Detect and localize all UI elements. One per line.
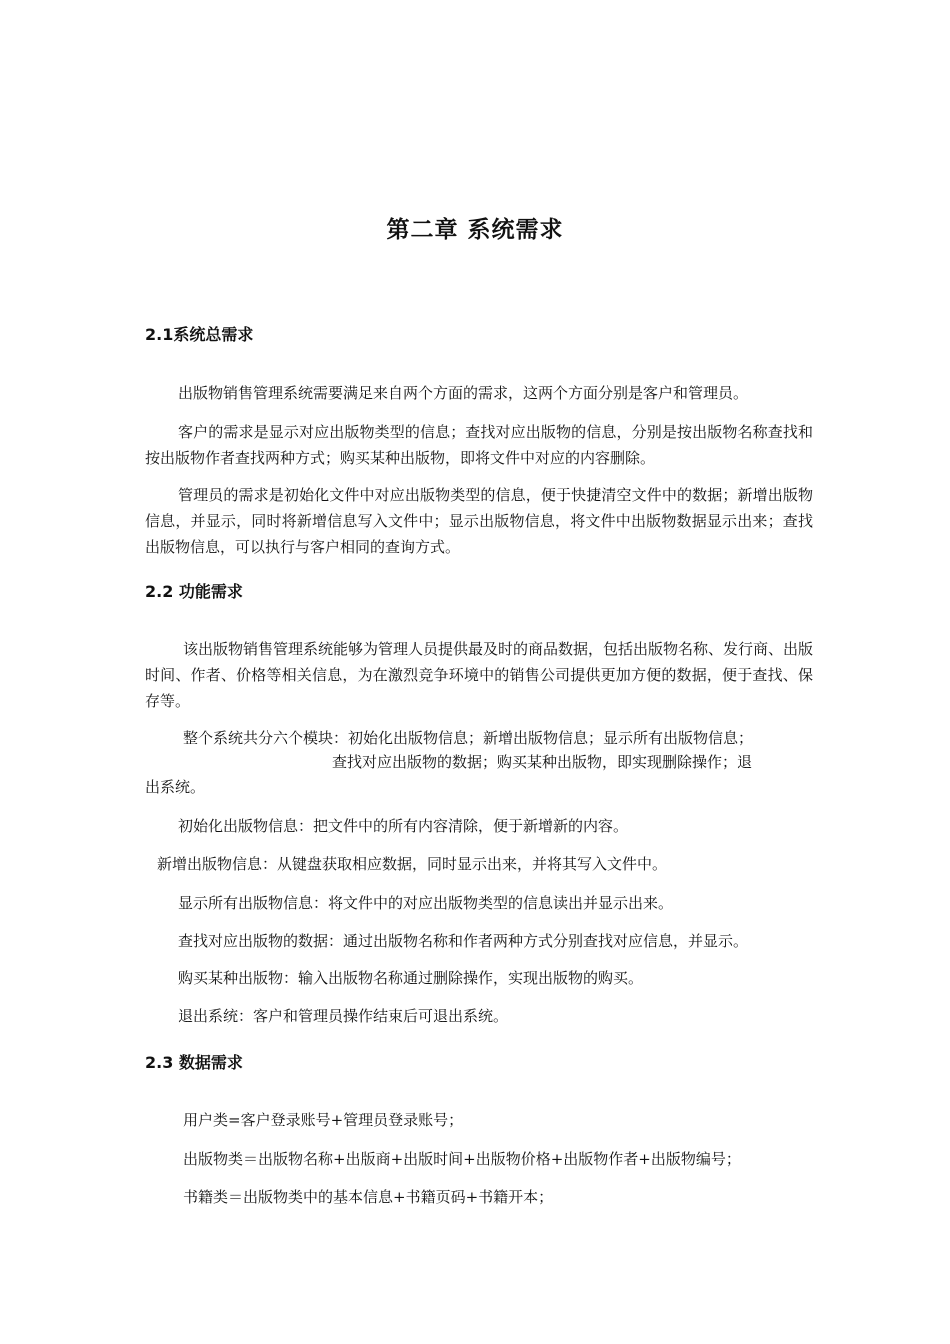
paragraph: 客户的需求是显示对应出版物类型的信息；查找对应出版物的信息，分别是按出版物名称查找和按出版物作者查找两种方式；购买某种出版物，即将文件中对应的内容删除。	[145, 423, 813, 467]
list-item: 书籍类＝出版物类中的基本信息+书籍页码+书籍开本；	[183, 1188, 554, 1206]
section-heading-2-1: 2.1系统总需求	[145, 325, 254, 344]
paragraph-line: 出系统。	[145, 778, 206, 796]
paragraph: 出版物销售管理系统需要满足来自两个方面的需求，这两个方面分别是客户和管理员。	[178, 384, 749, 402]
list-item: 显示所有出版物信息：将文件中的对应出版物类型的信息读出并显示出来。	[178, 894, 674, 912]
chapter-title: 第二章 系统需求	[386, 217, 564, 243]
list-item: 出版物类＝出版物名称+出版商+出版时间+出版物价格+出版物作者+出版物编号；	[183, 1150, 741, 1168]
list-item: 购买某种出版物：输入出版物名称通过删除操作，实现出版物的购买。	[178, 969, 644, 987]
list-item: 查找对应出版物的数据：通过出版物名称和作者两种方式分别查找对应信息，并显示。	[178, 932, 749, 950]
list-item: 初始化出版物信息：把文件中的所有内容清除，便于新增新的内容。	[178, 817, 629, 835]
list-item: 用户类=客户登录账号+管理员登录账号；	[183, 1111, 464, 1129]
paragraph: 该出版物销售管理系统能够为管理人员提供最及时的商品数据，包括出版物名称、发行商、出版时间、作者、价格等相关信息，为在激烈竞争环境中的销售公司提供更加方便的数据，便于查找、保存等。	[145, 640, 814, 710]
list-item: 新增出版物信息：从键盘获取相应数据，同时显示出来，并将其写入文件中。	[157, 855, 668, 873]
paragraph-line: 整个系统共分六个模块：初始化出版物信息；新增出版物信息；显示所有出版物信息；	[183, 729, 754, 747]
section-heading-2-2: 2.2 功能需求	[145, 582, 243, 601]
paragraph: 管理员的需求是初始化文件中对应出版物类型的信息，便于快捷清空文件中的数据；新增出版物信息，并显示，同时将新增信息写入文件中；显示出版物信息，将文件中出版物数据显示出来；查找出版物信息，可以执行与客户相同的查询方式。	[145, 486, 813, 556]
paragraph-line: 查找对应出版物的数据；购买某种出版物，即实现删除操作；退	[332, 753, 753, 771]
section-heading-2-3: 2.3 数据需求	[145, 1053, 243, 1072]
list-item: 退出系统：客户和管理员操作结束后可退出系统。	[178, 1007, 509, 1025]
